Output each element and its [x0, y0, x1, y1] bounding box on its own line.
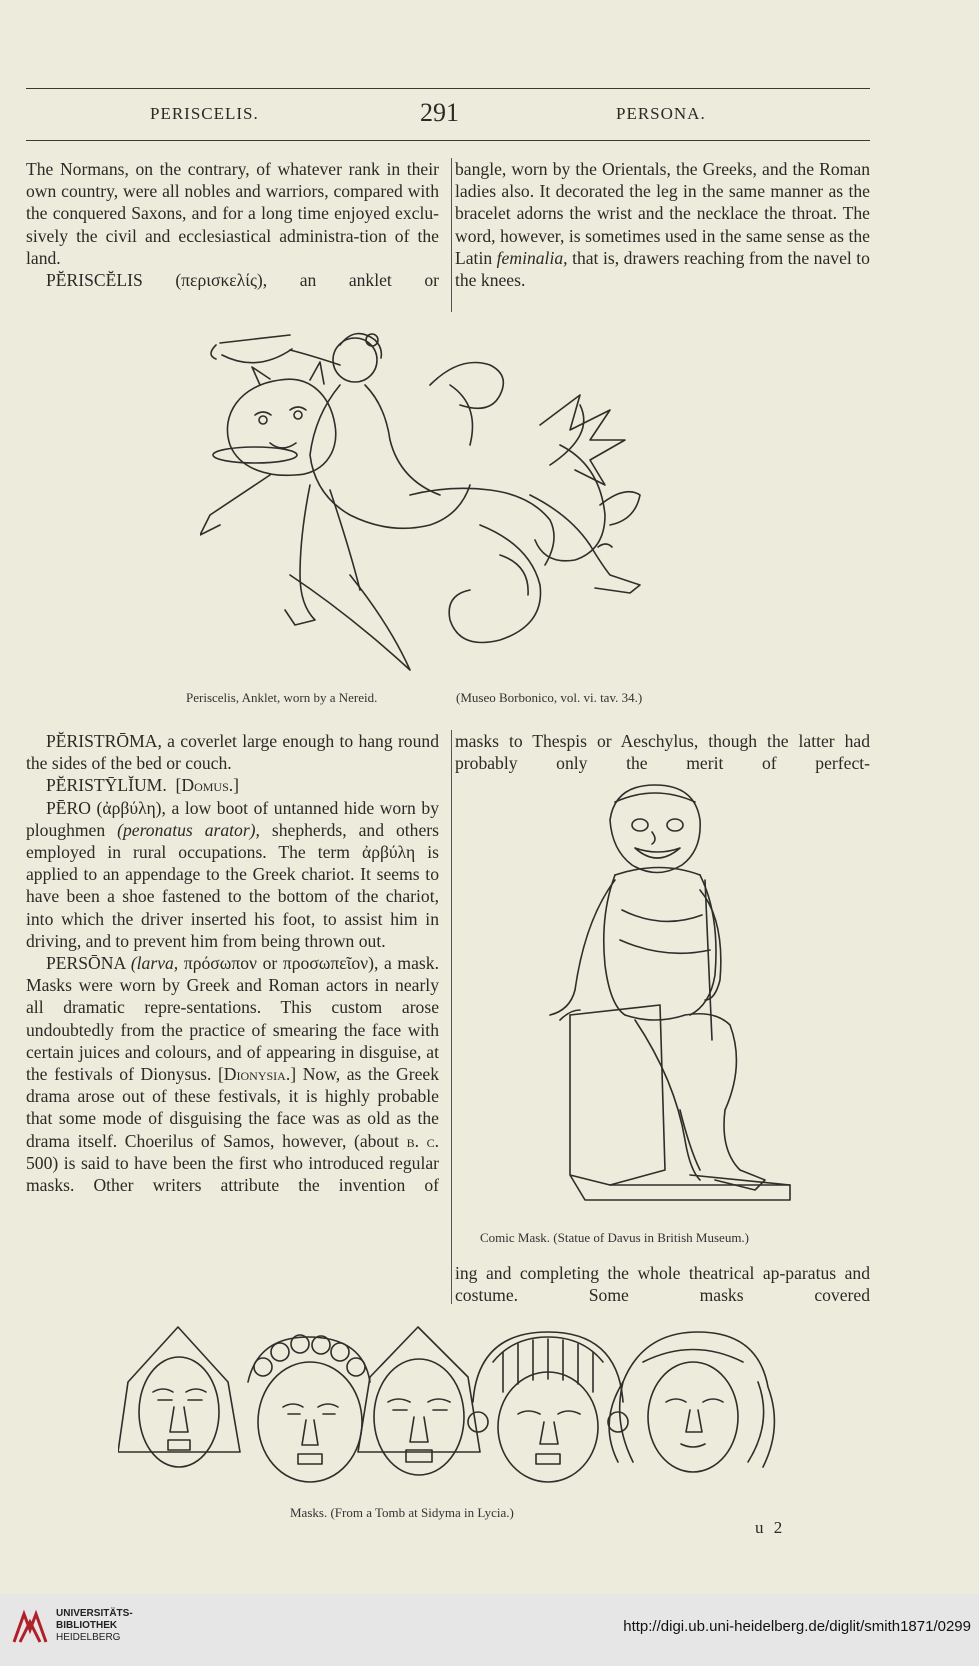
nereid-illustration: [200, 325, 700, 680]
mask-5: [609, 1332, 774, 1472]
header-bottom-rule: [26, 140, 870, 141]
persona-text-a: a mask. Masks were worn by Greek and Roman actors in nearly all dramatic repre-sentations. This custom arose undoubtedly from the practice of smearing the face with certain juices and colours, and of appearing in disguise, at the festivals of Dionysus.: [26, 953, 439, 1085]
figure2-caption: Comic Mask. (Statue of Davus in British Museum.): [480, 1230, 750, 1245]
top-right-column: [455, 158, 870, 291]
mask-2: [248, 1335, 370, 1482]
figure3-caption: Masks. (From a Tomb at Sidyma in Lycia.): [290, 1505, 514, 1520]
column-divider-top: [451, 158, 452, 312]
header-top-rule: [26, 88, 870, 89]
column-divider-middle: [451, 730, 452, 1304]
figure1-caption-left: Periscelis, Anklet, worn by a Nereid.: [186, 690, 378, 705]
pero-greek-term: ἀρβύλη: [361, 842, 416, 863]
pero-text-a: a low boot of untanned hide worn by ploughmen: [26, 797, 439, 840]
mask-1: [118, 1327, 240, 1467]
peristylium-entry: [26, 774, 439, 796]
header-right: PERSONA.: [616, 104, 706, 123]
top-left-column: [26, 158, 439, 291]
larva-italic: (larva,: [130, 953, 179, 974]
domus-cross-reference: [Domus.]: [175, 775, 240, 796]
bc-abbreviation: b. c.: [406, 1130, 439, 1151]
five-masks-illustration: [118, 1322, 798, 1487]
periscelis-text: an anklet or: [299, 270, 439, 291]
peristroma-text: a coverlet large enough to hang round the sides of the bed or couch.: [26, 731, 439, 774]
library-name-line3: HEIDELBERG: [56, 1632, 121, 1643]
persona-greek: πρόσωπον or προσωπεῖον),: [183, 953, 379, 974]
library-name-line2: BIBLIOTHEK: [56, 1620, 118, 1631]
normans-paragraph: The Normans, on the contrary, of whatever rank in their own country, were all nobles and warriors, compared with the conquered Saxons, and for a long time enjoyed exclu-sively the civil and ecclesiastical administra-tion of the land.: [26, 159, 439, 268]
pero-greek: (ἀρβύλη),: [96, 797, 166, 818]
persona-headword: PERSŌNA: [46, 953, 126, 974]
university-library-logo-icon: [10, 1608, 50, 1648]
library-name-line1: UNIVERSITÄTS-: [56, 1608, 133, 1619]
periscelis-entry: [26, 269, 439, 291]
periscelis-headword: PĔRISCĔLIS: [46, 270, 143, 291]
pero-entry: [26, 797, 439, 952]
periscelis-greek: (περισκελίς),: [175, 270, 268, 291]
pero-text-c: is applied to an appendage to the Greek chariot. It seems to have been a shoe fastened to the bottom of the chariot, into which the driver inserted his foot, to assist him in driving, and to prevent him from being thrown out.: [26, 842, 439, 951]
permalink-url[interactable]: http://digi.ub.uni-heidelberg.de/diglit/smith1871/0299: [623, 1618, 971, 1635]
peristylium-headword: PĔRISTȲLĬUM.: [46, 775, 167, 796]
library-name: [56, 1608, 133, 1644]
page-number: 291: [420, 98, 459, 127]
periscelis-continuation: [455, 158, 870, 291]
comic-mask-statue-illustration: [540, 780, 800, 1225]
dionysia-cross-reference: [Dionysia.]: [217, 1064, 297, 1085]
header-left: PERISCELIS.: [150, 104, 259, 123]
signature-mark: u 2: [755, 1518, 786, 1537]
middle-right-bottom-text: ing and completing the whole theatrical ap-paratus and costume. Some masks covered: [455, 1263, 870, 1306]
peristroma-headword: PĔRISTRŌMA,: [46, 731, 162, 751]
middle-right-top-text: masks to Thespis or Aeschylus, though the latter had probably only the merit of perfect-: [455, 731, 870, 774]
mask-3: [358, 1327, 480, 1475]
pero-headword: PĒRO: [46, 797, 91, 818]
peronatus-arator-italic: (peronatus arator),: [117, 819, 260, 840]
feminalia-italic: feminalia,: [496, 247, 568, 268]
mask-4: [468, 1332, 628, 1482]
peristroma-entry: [26, 730, 439, 774]
middle-left-column: [26, 730, 439, 1196]
persona-entry: [26, 952, 439, 1196]
periscelis-cont-b: that is, drawers reaching from the navel to the knees.: [455, 247, 870, 291]
periscelis-cont-a: bangle, worn by the Orientals, the Greeks, and the Roman ladies also. It decorated the leg in the same manner as the bracelet adorns the wrist and the necklace the throat. The word, however, is sometimes used in the same sense as the Latin: [455, 159, 870, 268]
persona-text-c: 500) is said to have been the first who introduced regular masks. Other writers attribute the invention of: [26, 1152, 439, 1196]
figure1-caption-right: (Museo Borbonico, vol. vi. tav. 34.): [456, 690, 643, 705]
persona-text-b: Now, as the Greek drama arose out of these festivals, it is highly probable that some mode of disguising the face was as old as the drama itself. Choerilus of Samos, however, (about: [26, 1064, 439, 1151]
pero-text-b: shepherds, and others employed in rural occupations. The term: [26, 819, 439, 863]
viewer-footer: [0, 1594, 979, 1666]
